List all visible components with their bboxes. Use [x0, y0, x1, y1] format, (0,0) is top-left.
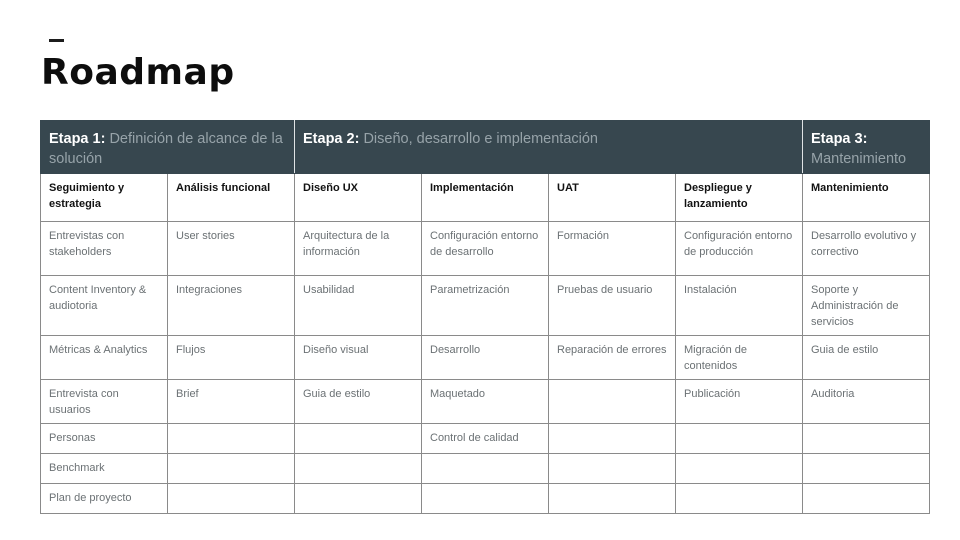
table-cell: Flujos — [168, 335, 295, 379]
table-row — [41, 453, 930, 483]
table-cell — [676, 483, 803, 513]
table-cell: Publicación — [676, 379, 803, 423]
table-cell — [295, 453, 422, 483]
table-cell: Migración de contenidos — [676, 335, 803, 379]
table-cell — [422, 453, 549, 483]
table-row — [41, 423, 930, 453]
roadmap-table-body — [41, 174, 930, 514]
table-cell: Formación — [549, 222, 676, 276]
column-header-cell: Diseño UX — [295, 174, 422, 222]
table-cell: Desarrollo evolutivo y correctivo — [803, 222, 930, 276]
stage-label: Etapa 3: — [811, 131, 868, 147]
table-cell: Instalación — [676, 276, 803, 336]
table-cell: Entrevista con usuarios — [41, 379, 168, 423]
stage-header-cell — [41, 121, 295, 174]
table-cell: Maquetado — [422, 379, 549, 423]
stage-label: Etapa 2: — [303, 131, 360, 147]
table-cell: Personas — [41, 423, 168, 453]
column-header-cell: Mantenimiento — [803, 174, 930, 222]
column-header-cell: Implementación — [422, 174, 549, 222]
table-cell — [168, 483, 295, 513]
table-cell — [803, 453, 930, 483]
table-cell: Métricas & Analytics — [41, 335, 168, 379]
table-cell: Soporte y Administración de servicios — [803, 276, 930, 336]
table-cell — [549, 379, 676, 423]
table-cell: Entrevistas con stakeholders — [41, 222, 168, 276]
table-row — [41, 276, 930, 336]
table-cell: Parametrización — [422, 276, 549, 336]
table-cell: Guia de estilo — [295, 379, 422, 423]
table-row — [41, 335, 930, 379]
table-cell: Auditoria — [803, 379, 930, 423]
table-cell: Desarrollo — [422, 335, 549, 379]
table-cell: User stories — [168, 222, 295, 276]
table-cell — [803, 483, 930, 513]
table-cell: Control de calidad — [422, 423, 549, 453]
table-cell — [422, 483, 549, 513]
table-cell — [549, 423, 676, 453]
stage-header-cell — [295, 121, 803, 174]
column-header-row — [41, 174, 930, 222]
table-cell — [295, 483, 422, 513]
stage-header-row — [41, 121, 930, 174]
table-cell — [676, 453, 803, 483]
table-cell: Content Inventory & audiotoria — [41, 276, 168, 336]
table-cell — [168, 453, 295, 483]
stage-label: Etapa 1: — [49, 131, 106, 147]
stage-desc: Definición de alcance de la solución — [49, 131, 283, 167]
table-row — [41, 379, 930, 423]
column-header-cell: Despliegue y lanzamiento — [676, 174, 803, 222]
roadmap-table — [40, 120, 930, 514]
table-cell: Reparación de errores — [549, 335, 676, 379]
table-cell — [803, 423, 930, 453]
table-cell: Configuración entorno de producción — [676, 222, 803, 276]
column-header-cell: Seguimiento y estrategia — [41, 174, 168, 222]
stage-header-cell — [803, 121, 930, 174]
table-cell: Diseño visual — [295, 335, 422, 379]
table-row — [41, 222, 930, 276]
table-cell — [676, 423, 803, 453]
table-cell: Integraciones — [168, 276, 295, 336]
table-cell: Benchmark — [41, 453, 168, 483]
table-cell — [295, 423, 422, 453]
table-cell — [549, 453, 676, 483]
table-cell: Pruebas de usuario — [549, 276, 676, 336]
table-cell: Guia de estilo — [803, 335, 930, 379]
table-cell — [168, 423, 295, 453]
table-cell: Arquitectura de la información — [295, 222, 422, 276]
table-cell: Brief — [168, 379, 295, 423]
table-cell: Configuración entorno de desarrollo — [422, 222, 549, 276]
table-cell: Plan de proyecto — [41, 483, 168, 513]
table-cell: Usabilidad — [295, 276, 422, 336]
title-dash — [49, 39, 64, 42]
stage-desc: Mantenimiento — [811, 150, 907, 167]
page-title: Roadmap — [41, 52, 235, 93]
table-cell — [549, 483, 676, 513]
column-header-cell: UAT — [549, 174, 676, 222]
table-row — [41, 483, 930, 513]
column-header-cell: Análisis funcional — [168, 174, 295, 222]
stage-desc: Diseño, desarrollo e implementación — [359, 131, 598, 147]
